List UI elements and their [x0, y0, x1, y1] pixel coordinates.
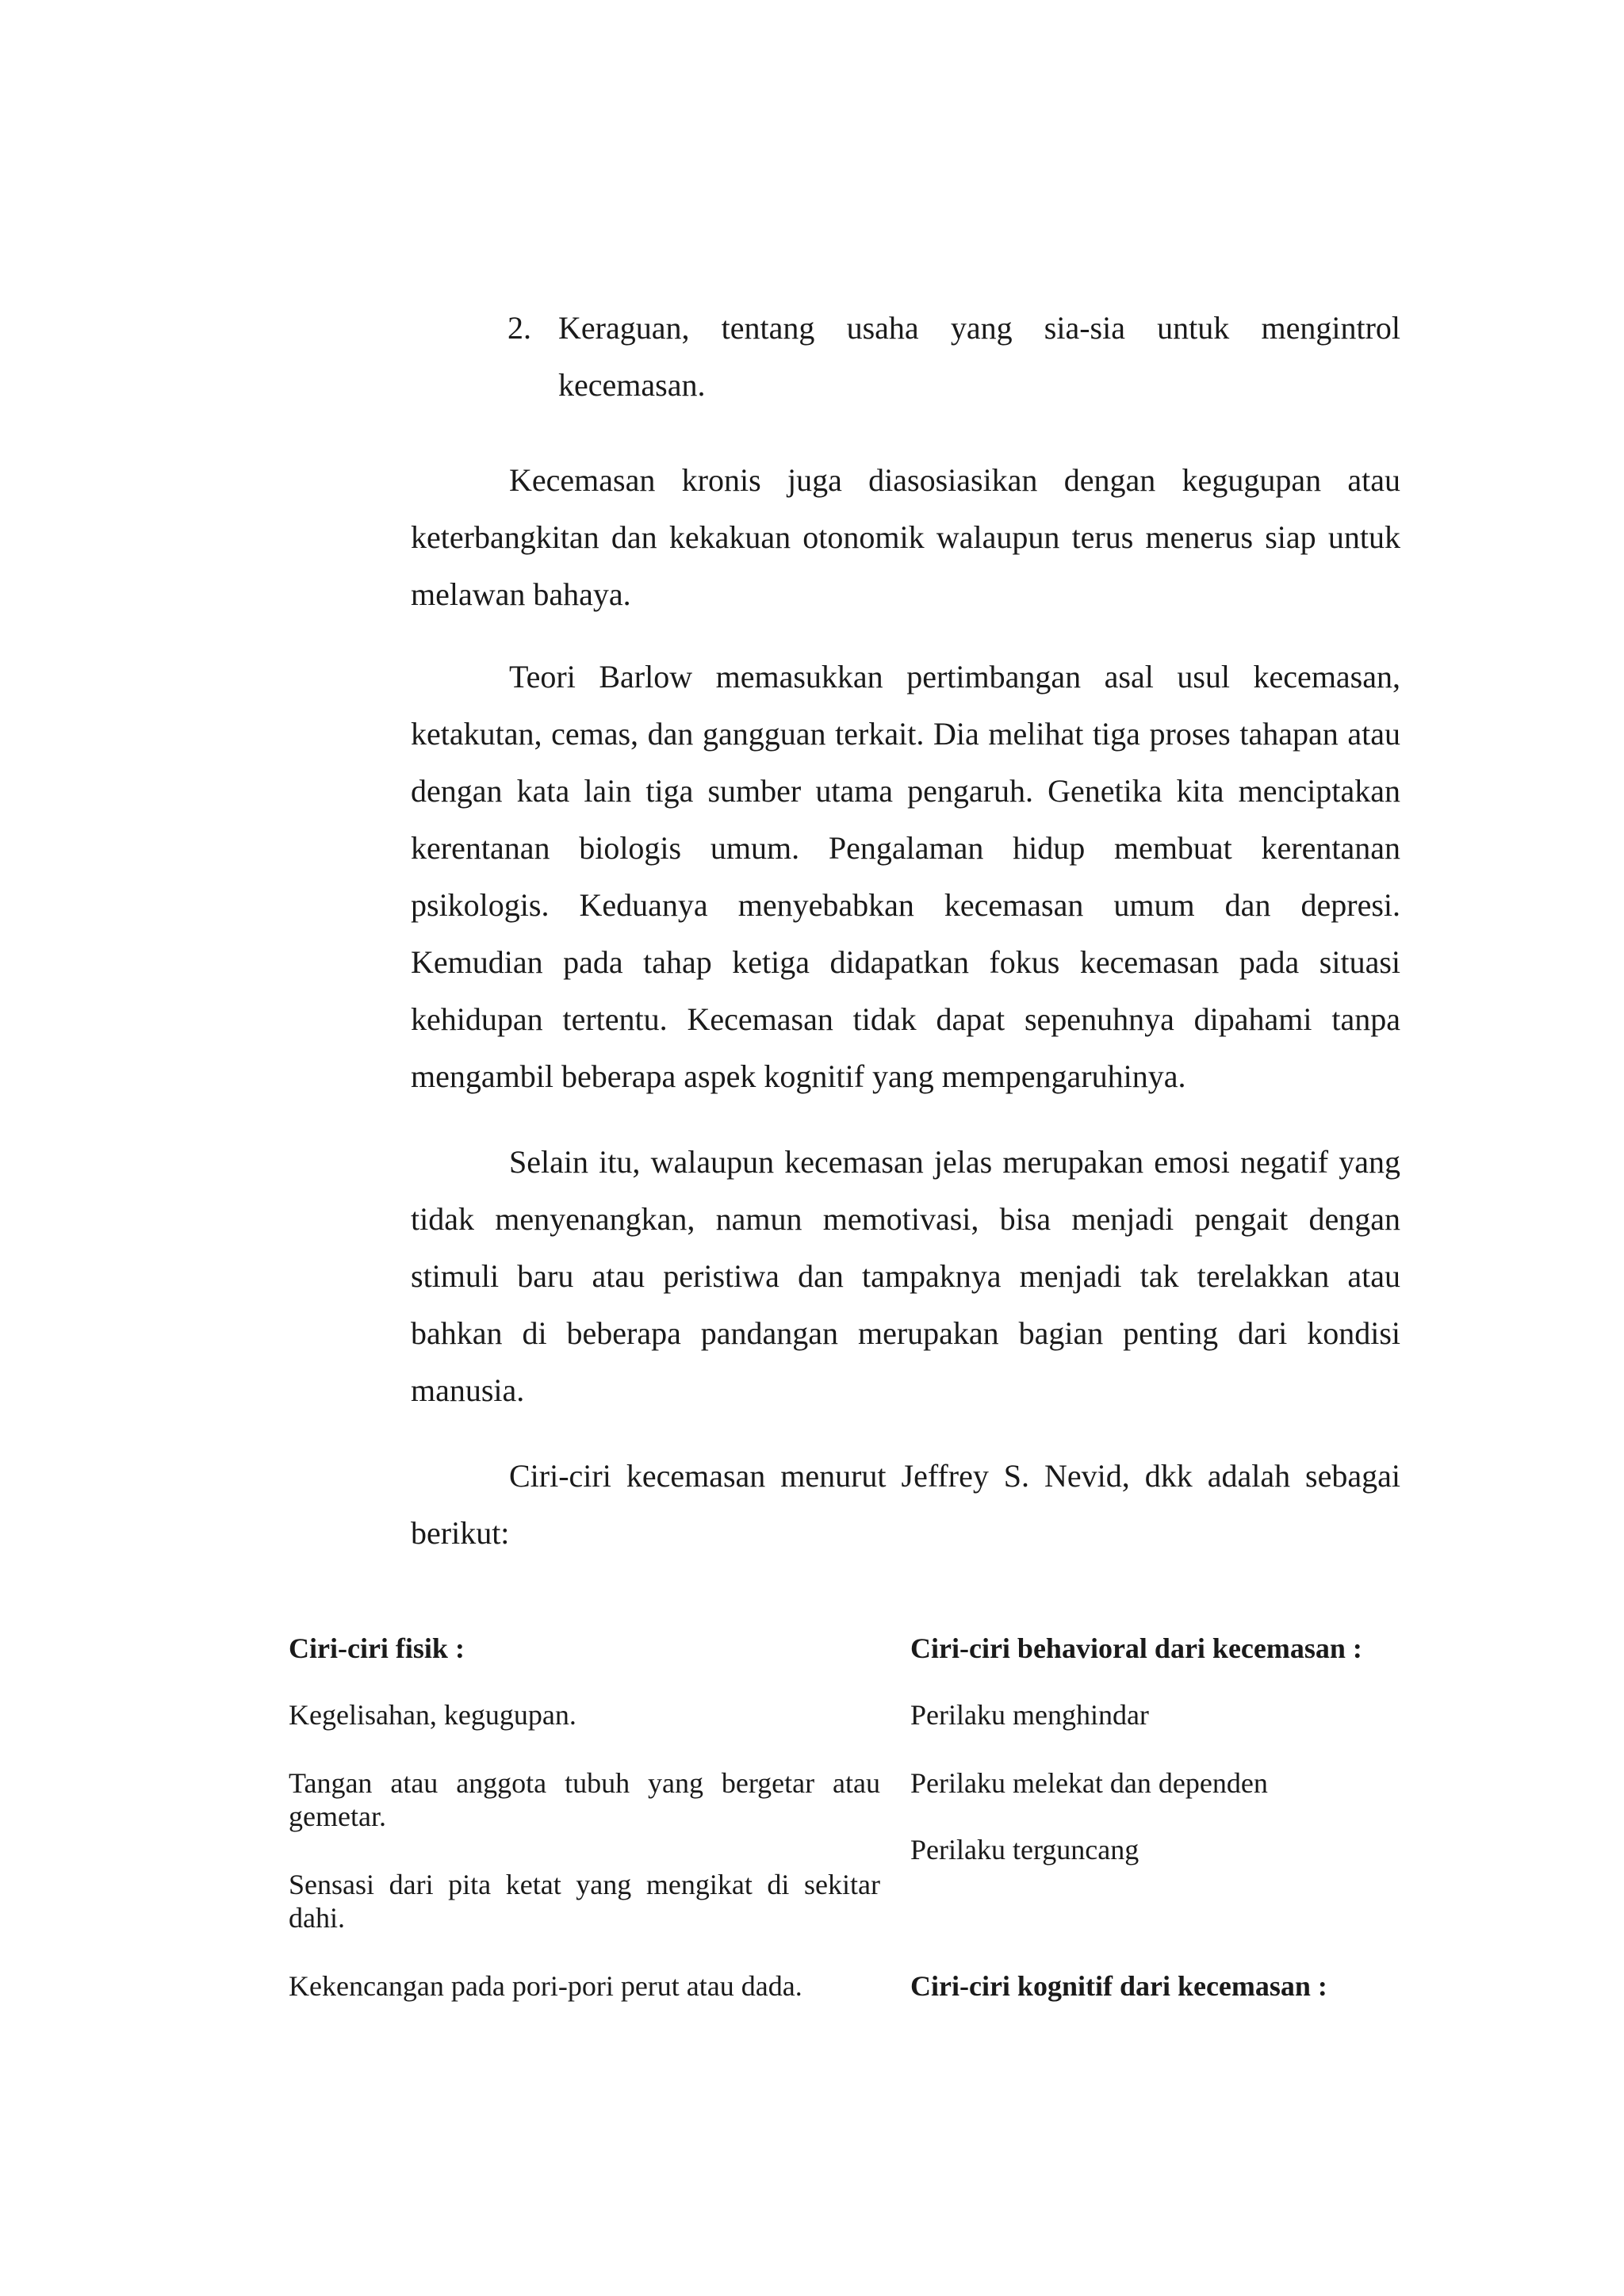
- paragraph-4: Ciri-ciri kecemasan menurut Jeffrey S. Nevid, dkk adalah sebagai berikut:: [411, 1458, 1400, 1551]
- behavioral-traits-column: [910, 1632, 1418, 2044]
- physical-traits-column: [289, 1632, 880, 2044]
- physical-traits-heading: Ciri-ciri fisik :: [289, 1632, 465, 1664]
- list-number: 2.: [508, 310, 531, 346]
- physical-trait-item: Tangan atau anggota tubuh yang bergetar atau gemetar.: [289, 1767, 880, 1832]
- list-text: Keraguan, tentang usaha yang sia-sia untuk mengintrol kecemasan.: [558, 310, 1400, 403]
- paragraph-1: Kecemasan kronis juga diasosiasikan dengan kegugupan atau keterbangkitan dan kekakuan otonomik walaupun terus menerus siap untuk melawan bahaya.: [411, 462, 1400, 612]
- behavioral-trait-item: Perilaku melekat dan dependen: [910, 1767, 1268, 1799]
- physical-trait-item: Kekencangan pada pori-pori perut atau dada.: [289, 1970, 802, 2002]
- behavioral-trait-item: Perilaku terguncang: [910, 1834, 1139, 1866]
- behavioral-traits-heading: Ciri-ciri behavioral dari kecemasan :: [910, 1632, 1362, 1664]
- physical-trait-item: Kegelisahan, kegugupan.: [289, 1699, 576, 1731]
- physical-trait-item: Sensasi dari pita ketat yang mengikat di sekitar dahi.: [289, 1869, 880, 1934]
- list-item: [508, 300, 1400, 414]
- paragraph-2: Teori Barlow memasukkan pertimbangan asal usul kecemasan, ketakutan, cemas, dan gangguan terkait. Dia melihat tiga proses tahapan atau dengan kata lain tiga sumber utama pengaruh. Genetika kita menciptakan kerentanan biologis umum. Pengalaman hidup membuat kerentanan psikologis. Keduanya menyebabkan kecemasan umum dan depresi. Kemudian pada tahap ketiga didapatkan fokus kecemasan pada situasi kehidupan tertentu. Kecemasan tidak dapat sepenuhnya dipahami tanpa mengambil beberapa aspek kognitif yang mempengaruhinya.: [411, 659, 1400, 1094]
- paragraph-3: Selain itu, walaupun kecemasan jelas merupakan emosi negatif yang tidak menyenangkan, namun memotivasi, bisa menjadi pengait dengan stimuli baru atau peristiwa dan tampaknya menjadi tak terelakkan atau bahkan di beberapa pandangan merupakan bagian penting dari kondisi manusia.: [411, 1144, 1400, 1408]
- cognitive-traits-heading: Ciri-ciri kognitif dari kecemasan :: [910, 1970, 1327, 2002]
- behavioral-trait-item: Perilaku menghindar: [910, 1699, 1149, 1731]
